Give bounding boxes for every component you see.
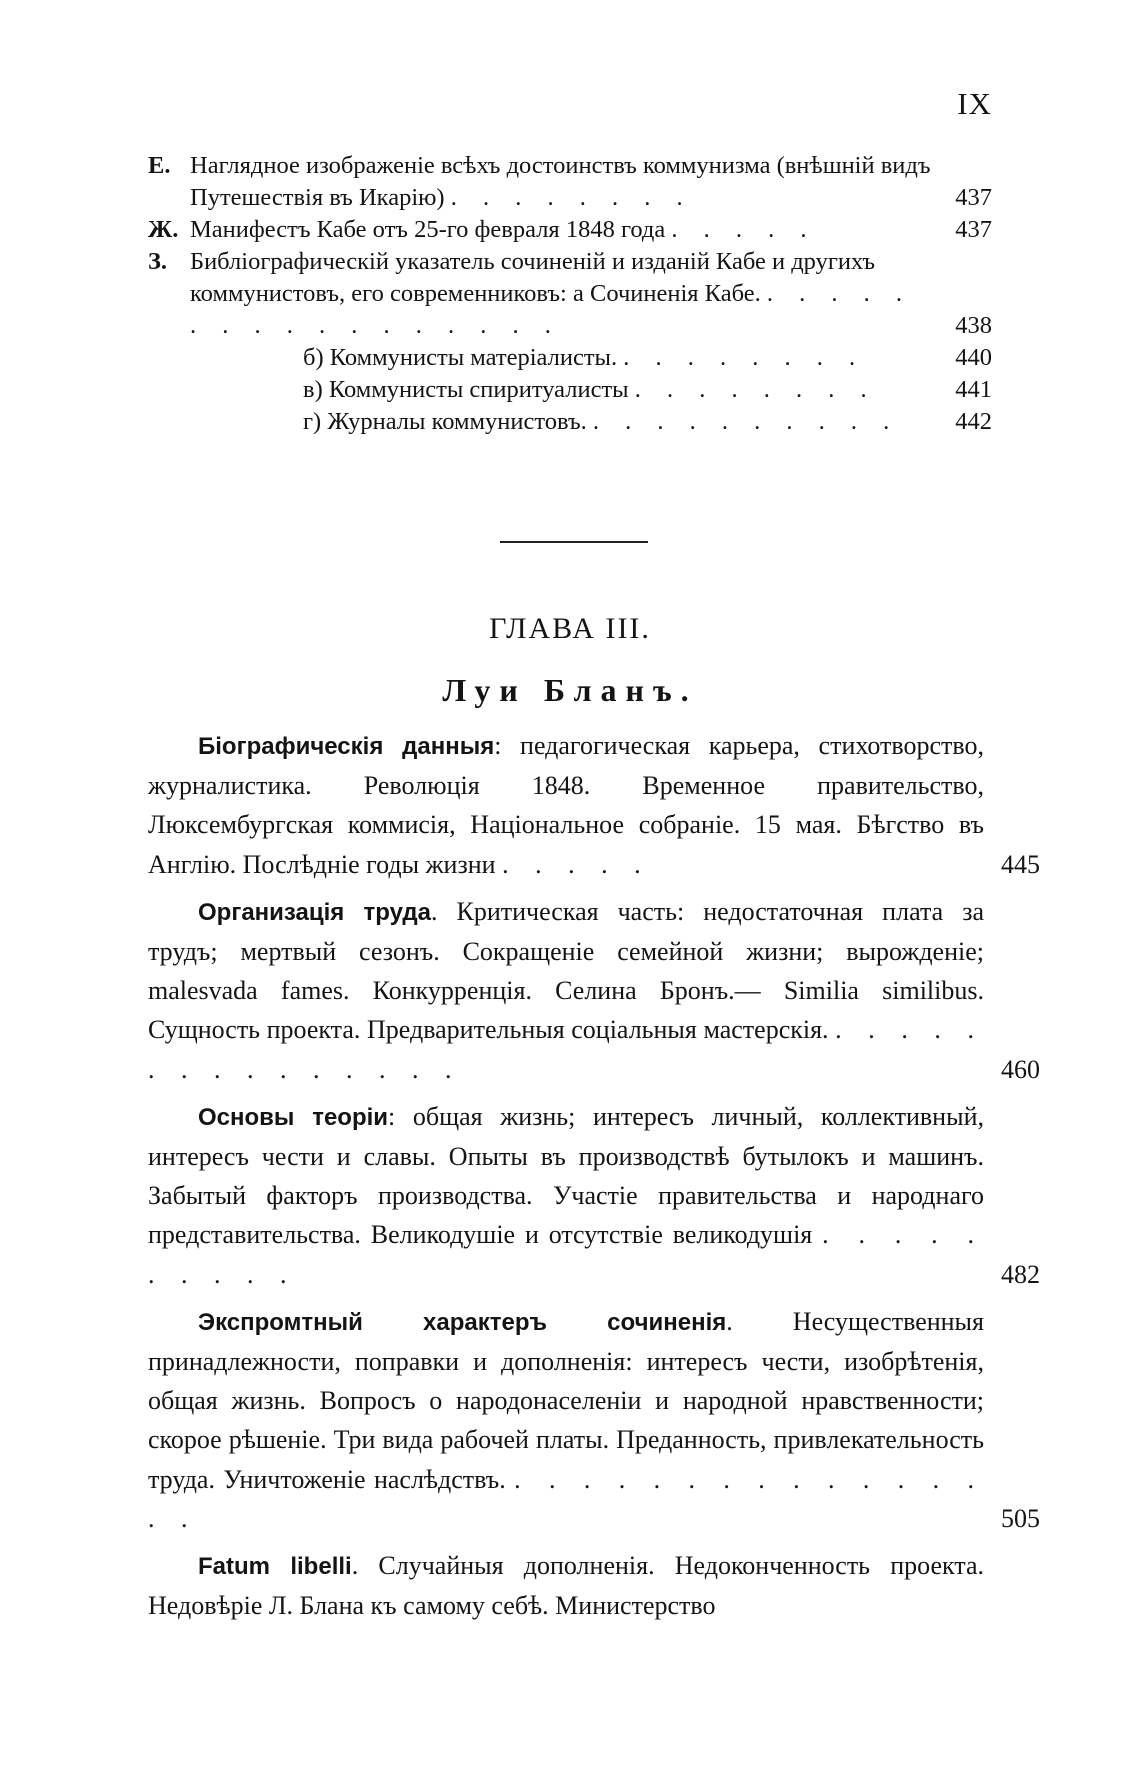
toc-entry-page: 437 [955,216,992,243]
leader-dots: . . . . . . . . . . [148,1220,985,1289]
toc-sub-entry [148,374,992,406]
section-heading: Основы теоріи [198,1103,389,1131]
toc-entry-text-block [148,246,992,342]
leader-dots: . . . . . [502,849,651,879]
leader-dots: . . . . . . . . . . [592,408,900,435]
leader-dots: . . . . . . . . . . . . . . . . [148,1464,984,1533]
leader-dots: . . . . . . . . [623,344,866,371]
toc-entry-text: Манифестъ Кабе отъ 25-го февраля 1848 года [190,216,666,243]
content-section [148,1546,992,1625]
toc-sub-entry [148,342,992,374]
leader-dots: . . . . . [671,216,817,243]
section-page: 445 [1001,849,1040,879]
content-section [148,1302,1040,1538]
toc-sub-entry-text: г) Журналы коммунистовъ. [303,408,587,435]
table-of-contents [148,150,992,438]
toc-entry-text-block [148,150,992,214]
toc-sub-entry [148,406,992,438]
leader-dots: . . . . . . . . [634,376,877,403]
section-text: . Несущественныя принадлежности, поправки и дополненія: интересъ чести, изобрѣтенія, общая жизнь. Вопросъ о народонаселеніи и народной нравственности; скорое рѣшеніе. Три вида рабочей платы. Преданность, привлекательность труда. Уничтоженіе наслѣдствъ. [148,1306,984,1494]
section-heading: Организація труда [198,898,431,926]
section-heading: Fatum libelli [198,1553,352,1581]
toc-entry-letter: З. [148,248,168,275]
chapter-contents [148,726,1040,1625]
toc-entry [148,214,992,246]
leader-dots: . . . . . . . . . . . . . . . [148,1015,985,1084]
toc-entry-letter: Е. [148,152,171,179]
section-text: . Критическая часть: недостаточная плата за трудъ; мертвый сезонъ. Сокращеніе семейной жизни; вырожденіе; malesvada fames. Конкурренція. Селина Бронъ.— Similia similibus. Сущность проекта. Предварительныя соціальныя мастерскія. [148,896,985,1045]
toc-entry [148,150,992,214]
section-heading: Экспромтный характеръ сочиненія [198,1308,727,1336]
chapter-title: ГЛАВА III. [489,612,651,645]
toc-sub-entry-page: 441 [955,376,992,403]
toc-entry-text-block [148,214,992,246]
section-divider [500,541,648,543]
content-section [148,1097,1040,1294]
section-page: 482 [1001,1259,1040,1289]
toc-sub-entry-text: в) Коммунисты спиритуалисты [303,376,629,403]
toc-entry [148,246,992,342]
section-text: : педагогическая карьера, стихотворство, журналистика. Революція 1848. Временное правительство, Люксембургская коммисія, Національное собраніе. 15 мая. Бѣгство въ Англію. Послѣдніе годы жизни [148,731,984,879]
toc-sub-entry-text: б) Коммунисты матеріалисты. [303,344,618,371]
content-section [148,726,1040,884]
page-number: IX [957,86,992,121]
toc-entry-text: Библіографическій указатель сочиненій и изданій Кабе и другихъ коммунистовъ, его современниковъ: а Сочиненія Кабе. [190,248,875,307]
toc-entry-letter: Ж. [148,216,179,243]
leader-dots: . . . . . . . . [450,184,693,211]
section-text: : общая жизнь; интересъ личный, коллективный, интересъ чести и славы. Опыты въ производствѣ бутылокъ и машинъ. Забытый факторъ производства. Участіе правительства и народнаго представительства. Великодушіе и отсутствіе великодушія [148,1101,984,1250]
toc-entry-text: Наглядное изображеніе всѣхъ достоинствъ коммунизма (внѣшній видъ Путешествія въ Икарію) [190,152,931,211]
toc-sub-entry-page: 442 [955,408,992,435]
content-section [148,892,1040,1089]
toc-sub-entry-page: 440 [955,344,992,371]
chapter-subtitle: Луи Бланъ. [442,672,698,708]
toc-entry-page: 437 [955,184,992,211]
section-page: 460 [1001,1054,1040,1084]
section-heading: Біографическія данныя [198,733,495,760]
leader-dots: . . . . . . . . . . . . . . . . . [190,280,912,339]
toc-entry-page: 438 [955,312,992,339]
section-page: 505 [1001,1503,1040,1533]
section-text: . Случайныя дополненія. Недоконченность проекта. Недовѣріе Л. Блана къ самому себѣ. Министерство [148,1551,985,1621]
